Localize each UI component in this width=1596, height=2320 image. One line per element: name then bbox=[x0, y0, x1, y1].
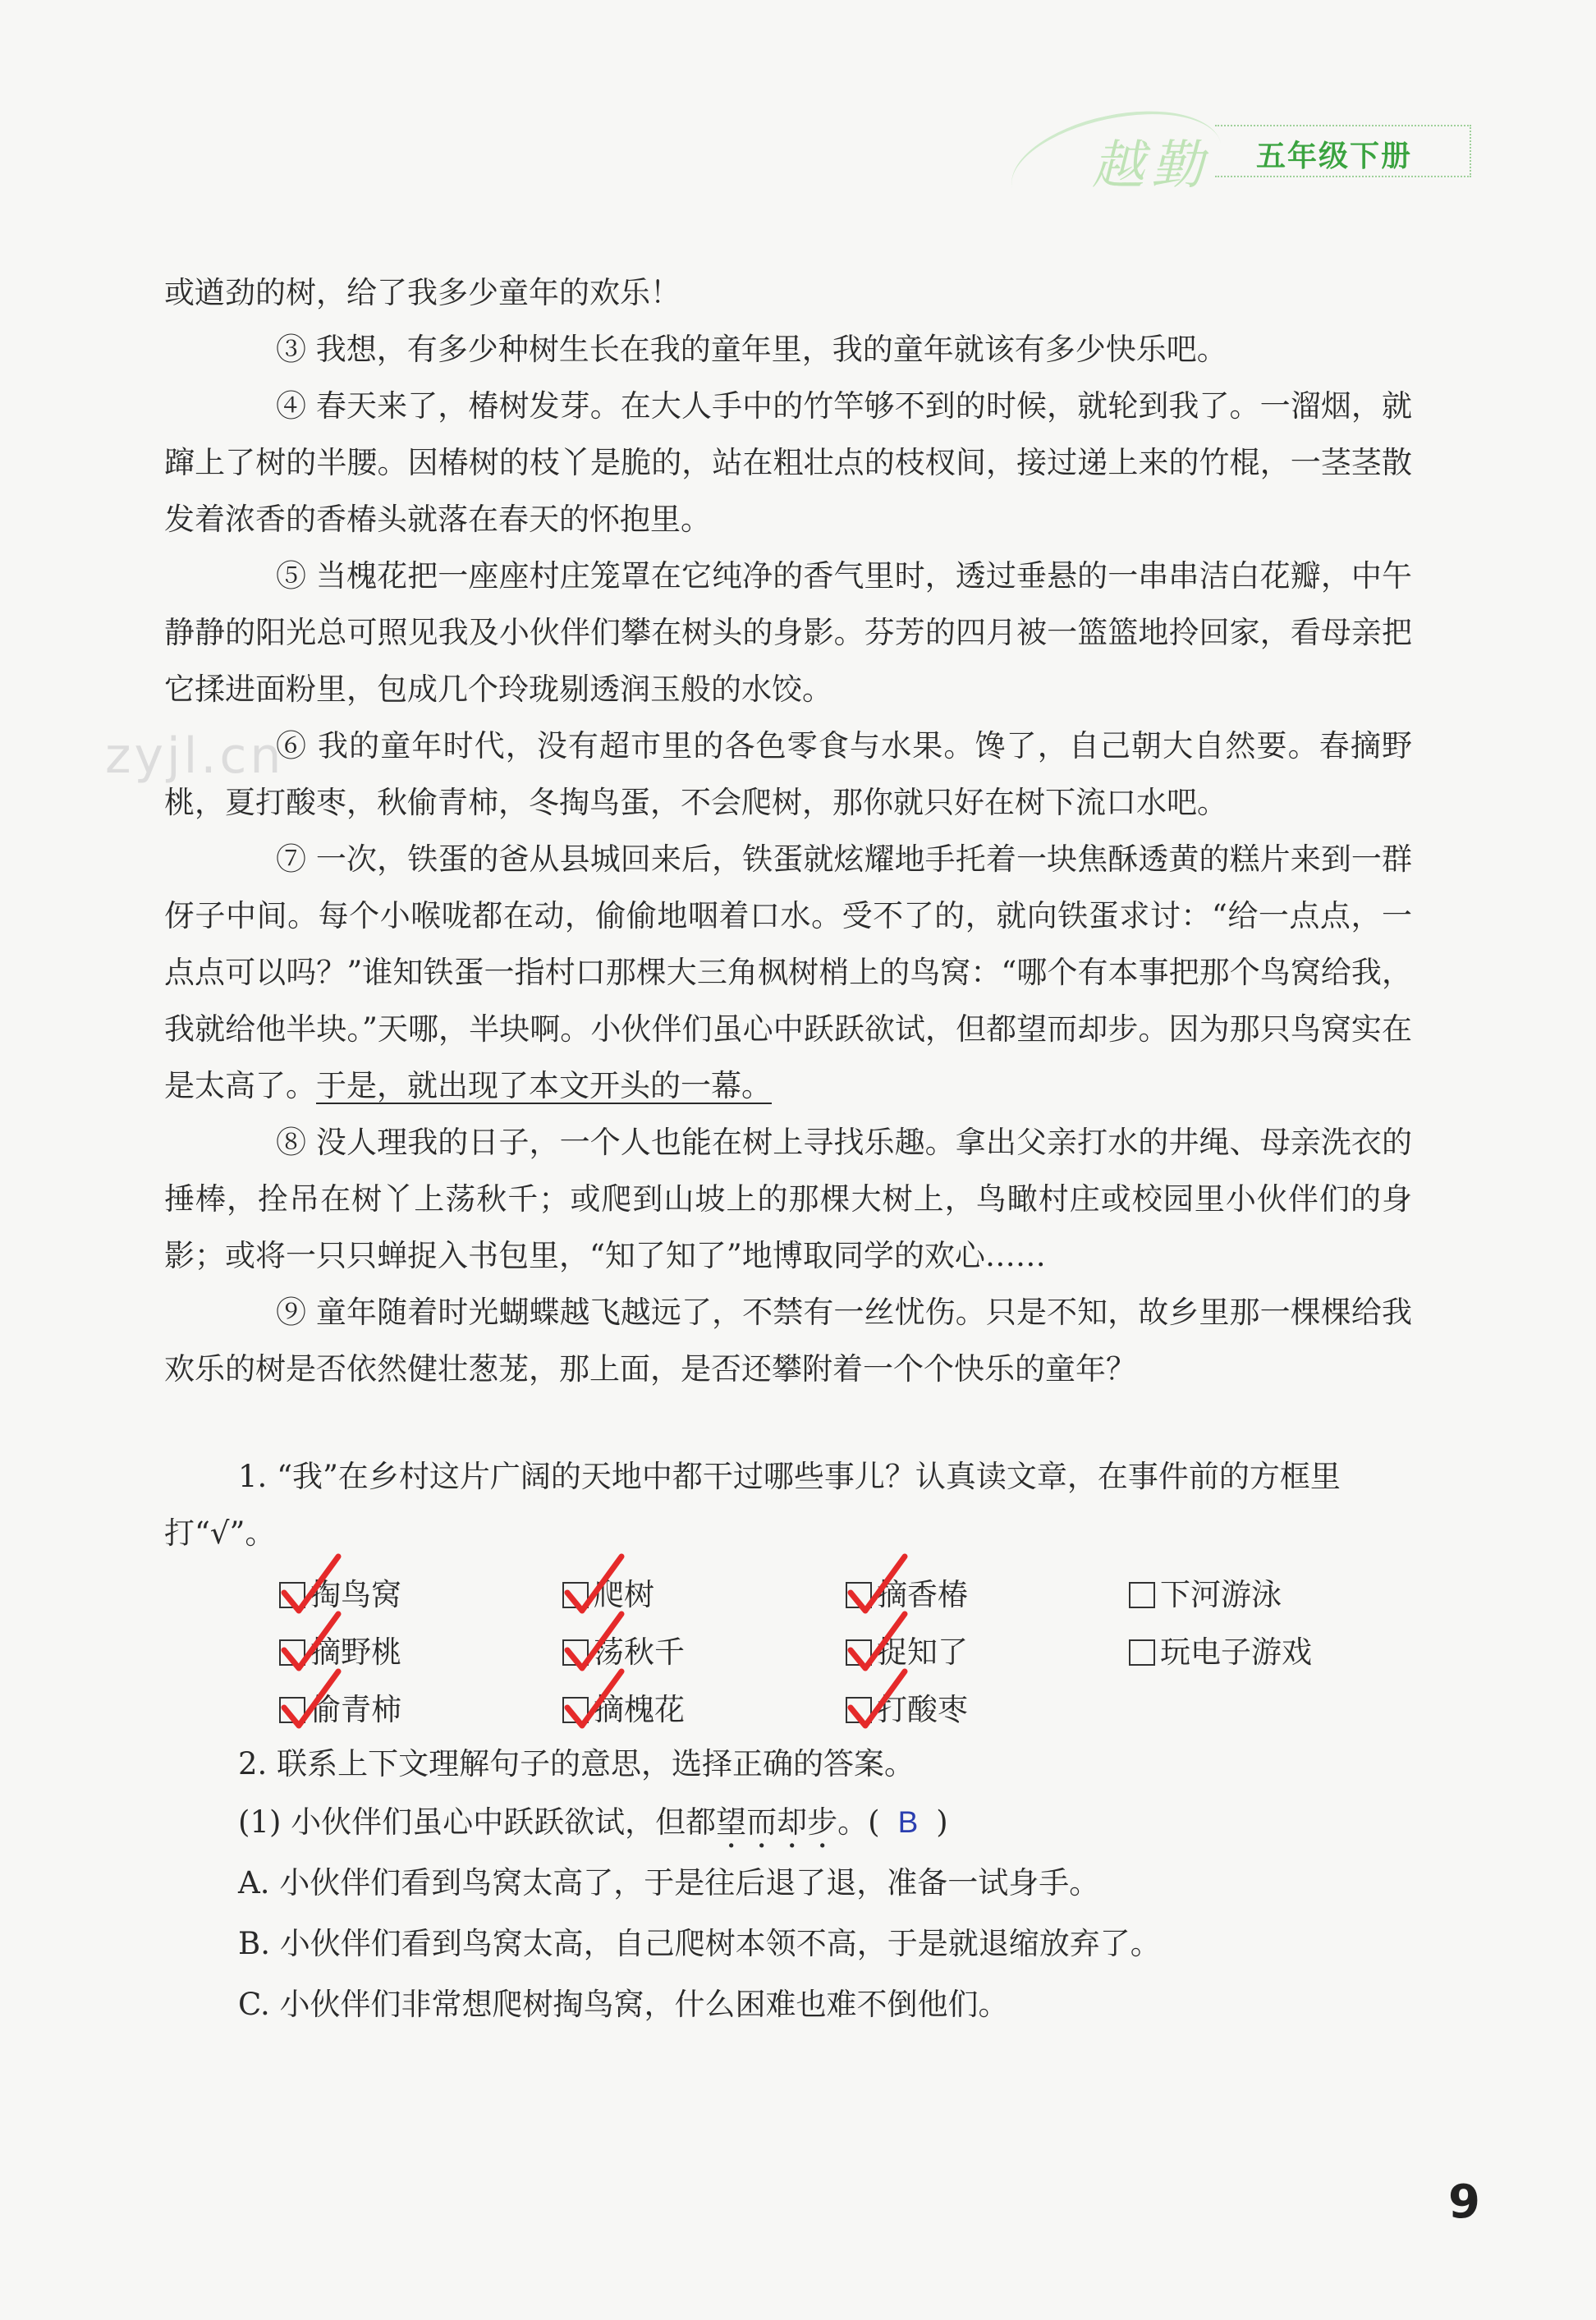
question-1: 1. “我”在乡村这片广阔的天地中都干过哪些事儿？认真读文章，在事件前的方框里打“√”。 bbox=[164, 1459, 1341, 1551]
sub1-close: ) bbox=[936, 1804, 948, 1840]
paragraph-6: ⑥ 我的童年时代，没有超市里的各色零食与水果。馋了，自己朝大自然要。春摘野桃，夏打酸枣，秋偷青柿，冬掏鸟蛋，不会爬树，那你就只好在树下流口水吧。 bbox=[164, 728, 1412, 820]
paragraph-9: ⑨ 童年随着时光蝴蝶越飞越远了，不禁有一丝忧伤。只是不知，故乡里那一棵棵给我欢乐的树是否依然健壮葱茏，那上面，是否还攀附着一个个快乐的童年？ bbox=[164, 1295, 1412, 1387]
paragraph-7-text: ⑦ 一次，铁蛋的爸从县城回来后，铁蛋就炫耀地手托着一块焦酥透黄的糕片来到一群伢子中间。每个小喉咙都在动，偷偷地咽着口水。受不了的，就向铁蛋求讨：“给一点点，一点点可以吗？”谁知铁蛋一指村口那棵大三角枫树梢上的鸟窝：“哪个有本事把那个鸟窝给我，我就给他半块。”天哪，半块啊。小伙伴们虽心中跃跃欲试，但都望而却步。因为那只鸟窝实在是太高了。 bbox=[164, 841, 1412, 1103]
answer-field[interactable]: B bbox=[897, 1805, 919, 1839]
grade-label: 五年级下册 bbox=[1256, 140, 1413, 173]
emphasis-char-4: 步 bbox=[807, 1804, 838, 1840]
checkbox-label: 打酸枣 bbox=[877, 1692, 968, 1727]
paragraph-5: ⑤ 当槐花把一座座村庄笼罩在它纯净的香气里时，透过垂悬的一串串洁白花瓣，中午静静的阳光总可照见我及小伙伴们攀在树头的身影。芬芳的四月被一篮篮地拎回家，看母亲把它揉进面粉里，包成几个玲珑剔透润玉般的水饺。 bbox=[164, 558, 1412, 707]
brand-logo: 越勤 bbox=[1092, 135, 1210, 196]
checkbox-item[interactable] bbox=[279, 1685, 562, 1735]
checkbox-item[interactable] bbox=[846, 1685, 1129, 1735]
paragraph-continued: 或遒劲的树，给了我多少童年的欢乐！ bbox=[164, 275, 681, 310]
checkbox-label: 掏鸟窝 bbox=[310, 1577, 401, 1612]
checkbox[interactable] bbox=[1129, 1582, 1155, 1608]
check-mark-icon bbox=[841, 1667, 915, 1737]
page-content bbox=[164, 264, 1412, 2035]
paragraph-3: ③ 我想，有多少种树生长在我的童年里，我的童年就该有多少快乐吧。 bbox=[276, 332, 1227, 367]
option-a: A. 小伙伴们看到鸟窝太高了，于是往后退了退，准备一试身手。 bbox=[238, 1865, 1100, 1900]
option-c: C. 小伙伴们非常想爬树掏鸟窝，什么困难也难不倒他们。 bbox=[238, 1987, 1009, 2022]
checkbox-label: 摘槐花 bbox=[594, 1692, 685, 1727]
paragraph-4: ④ 春天来了，椿树发芽。在大人手中的竹竿够不到的时候，就轮到我了。一溜烟，就蹿上了树的半腰。因椿树的枝丫是脆的，站在粗壮点的枝杈间，接过递上来的竹棍，一茎茎散发着浓香的香椿头就落在春天的怀抱里。 bbox=[164, 388, 1412, 537]
checkbox-label: 捉知了 bbox=[877, 1635, 968, 1670]
checkbox-label: 爬树 bbox=[594, 1577, 654, 1612]
paragraph-7 bbox=[164, 831, 1412, 1114]
underlined-sentence: 于是，就出现了本文开头的一幕。 bbox=[316, 1068, 772, 1103]
question-2: 2. 联系上下文理解句子的意思，选择正确的答案。 bbox=[238, 1746, 915, 1781]
page-header bbox=[977, 115, 1486, 230]
question-2-sub-1 bbox=[238, 1792, 1412, 1853]
checkbox-item[interactable] bbox=[1129, 1570, 1412, 1621]
sub1-prefix: (1) 小伙伴们虽心中跃跃欲试，但都 bbox=[238, 1804, 717, 1840]
checkbox-label: 摘香椿 bbox=[877, 1577, 968, 1612]
sub1-suffix: 。( bbox=[837, 1804, 880, 1840]
checkbox-item[interactable] bbox=[1129, 1627, 1412, 1678]
checkbox-label: 荡秋千 bbox=[594, 1635, 685, 1670]
emphasis-char-2: 而 bbox=[746, 1804, 777, 1840]
checkbox-label: 下河游泳 bbox=[1160, 1577, 1282, 1612]
checkbox-item[interactable] bbox=[562, 1685, 846, 1735]
checkbox-grid bbox=[279, 1570, 1412, 1735]
option-b: B. 小伙伴们看到鸟窝太高，自己爬树本领不高，于是就退缩放弃了。 bbox=[238, 1926, 1161, 1961]
emphasis-char-1: 望 bbox=[716, 1804, 747, 1840]
checkbox-label: 摘野桃 bbox=[310, 1635, 401, 1670]
check-mark-icon bbox=[274, 1667, 348, 1737]
emphasis-char-3: 却 bbox=[777, 1804, 808, 1840]
checkbox-label: 玩电子游戏 bbox=[1160, 1635, 1312, 1670]
checkbox-label: 偷青柿 bbox=[310, 1692, 401, 1727]
checkbox[interactable] bbox=[1129, 1639, 1155, 1666]
page-number: 9 bbox=[1448, 2176, 1480, 2229]
check-mark-icon bbox=[557, 1667, 631, 1737]
paragraph-8: ⑧ 没人理我的日子，一个人也能在树上寻找乐趣。拿出父亲打水的井绳、母亲洗衣的捶棒，拴吊在树丫上荡秋千；或爬到山坡上的那棵大树上，鸟瞰村庄或校园里小伙伴们的身影；或将一只只蝉捉入书包里，“知了知了”地博取同学的欢心…… bbox=[164, 1125, 1412, 1273]
watermark: zyjl.cn bbox=[105, 727, 285, 785]
